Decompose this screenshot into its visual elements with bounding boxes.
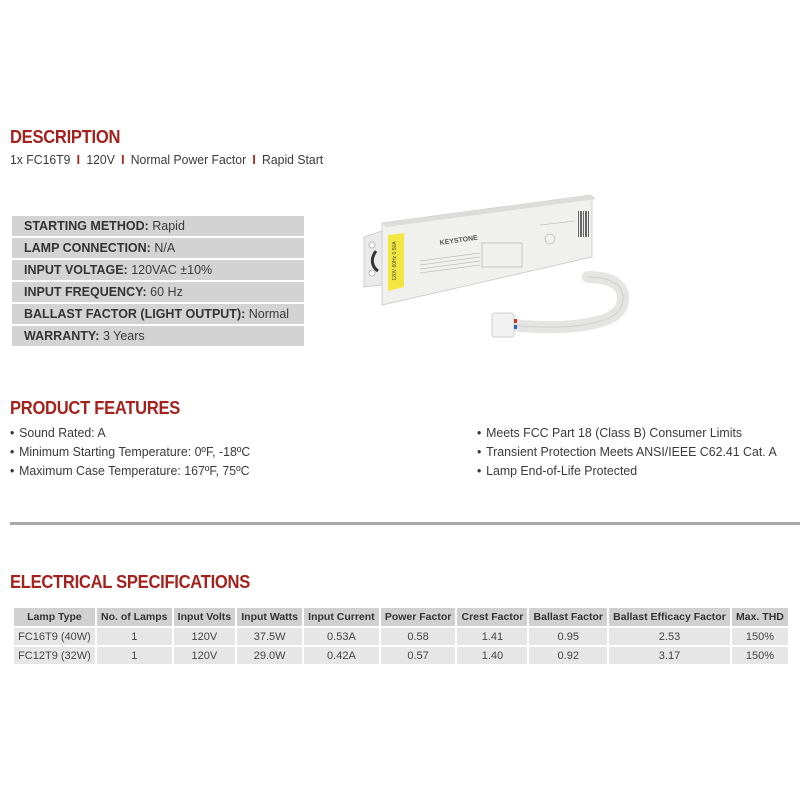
feature-item: • Maximum Case Temperature: 167ºF, 75ºC xyxy=(10,461,250,480)
table-cell: 0.92 xyxy=(529,647,607,664)
table-cell: 150% xyxy=(732,628,788,645)
spec-value: 3 Years xyxy=(102,329,145,343)
column-header: Power Factor xyxy=(381,608,456,626)
spec-label: INPUT VOLTAGE: xyxy=(24,263,128,277)
separator: I xyxy=(76,152,81,167)
column-header: Ballast Efficacy Factor xyxy=(609,608,730,626)
feature-item: • Transient Protection Meets ANSI/IEEE C62.41 Cat. A xyxy=(477,442,777,461)
table-cell: 2.53 xyxy=(609,628,730,645)
spec-value: Rapid xyxy=(152,219,185,233)
table-cell: 0.42A xyxy=(304,647,379,664)
spec-value: Normal xyxy=(248,307,290,321)
spec-row-input-frequency xyxy=(12,282,304,302)
column-header: No. of Lamps xyxy=(97,608,172,626)
table-cell: 1 xyxy=(97,628,172,645)
features-list-right xyxy=(477,423,792,480)
features-list-left xyxy=(10,423,263,480)
description-part: Rapid Start xyxy=(262,152,324,167)
table-cell: 1.40 xyxy=(457,647,527,664)
electrical-specifications-table xyxy=(12,606,790,666)
spec-label: STARTING METHOD: xyxy=(24,219,149,233)
description-part: Normal Power Factor xyxy=(130,152,247,167)
spec-label: INPUT FREQUENCY: xyxy=(24,285,147,299)
spec-row-lamp-connection xyxy=(12,238,304,258)
table-cell: 150% xyxy=(732,647,788,664)
product-features-heading: PRODUCT FEATURES xyxy=(10,398,181,418)
svg-text:120V 60Hz 0.50A: 120V 60Hz 0.50A xyxy=(392,241,398,281)
feature-item: • Lamp End-of-Life Protected xyxy=(477,461,777,480)
spec-row-ballast-factor xyxy=(12,304,304,324)
column-header: Input Watts xyxy=(237,608,302,626)
table-cell: 0.53A xyxy=(304,628,379,645)
column-header: Ballast Factor xyxy=(529,608,607,626)
spec-label: LAMP CONNECTION: xyxy=(24,241,151,255)
section-divider xyxy=(10,522,800,525)
spec-label: BALLAST FACTOR (LIGHT OUTPUT): xyxy=(24,307,246,321)
spec-value: 60 Hz xyxy=(150,285,183,299)
description-summary xyxy=(10,152,323,167)
table-cell: FC12T9 (32W) xyxy=(14,647,95,664)
spec-value: 120VAC ±10% xyxy=(131,263,213,277)
table-row xyxy=(14,628,788,645)
table-cell: 120V xyxy=(174,647,236,664)
spec-label: WARRANTY: xyxy=(24,329,100,343)
description-part: 1x FC16T9 xyxy=(10,152,71,167)
table-row xyxy=(14,647,788,664)
spec-value: N/A xyxy=(154,241,176,255)
column-header: Input Volts xyxy=(174,608,236,626)
product-image-ballast xyxy=(360,195,640,355)
table-cell: 29.0W xyxy=(237,647,302,664)
ballast-illustration xyxy=(360,195,640,355)
spec-box xyxy=(12,216,304,348)
svg-text:KEYSTONE: KEYSTONE xyxy=(439,234,479,247)
column-header: Max. THD xyxy=(732,608,788,626)
separator: I xyxy=(121,152,125,167)
spec-row-starting-method xyxy=(12,216,304,236)
feature-item: • Minimum Starting Temperature: 0ºF, -18ºC xyxy=(10,442,250,461)
electrical-specifications-heading: ELECTRICAL SPECIFICATIONS xyxy=(10,572,250,592)
table-cell: 0.58 xyxy=(381,628,456,645)
table-cell: 120V xyxy=(174,628,236,645)
feature-item: • Sound Rated: A xyxy=(10,423,250,442)
spec-row-warranty xyxy=(12,326,304,346)
column-header: Input Current xyxy=(304,608,379,626)
spec-row-input-voltage xyxy=(12,260,304,280)
table-cell: FC16T9 (40W) xyxy=(14,628,95,645)
feature-item: • Meets FCC Part 18 (Class B) Consumer Limits xyxy=(477,423,777,442)
column-header: Lamp Type xyxy=(14,608,95,626)
table-cell: 1 xyxy=(97,647,172,664)
table-cell: 0.95 xyxy=(529,628,607,645)
description-heading: DESCRIPTION xyxy=(10,127,121,147)
description-part: 120V xyxy=(86,152,115,167)
table-cell: 3.17 xyxy=(609,647,730,664)
table-cell: 1.41 xyxy=(457,628,527,645)
table-cell: 0.57 xyxy=(381,647,456,664)
table-cell: 37.5W xyxy=(237,628,302,645)
column-header: Crest Factor xyxy=(457,608,527,626)
separator: I xyxy=(252,152,256,167)
table-header-row xyxy=(14,608,788,626)
